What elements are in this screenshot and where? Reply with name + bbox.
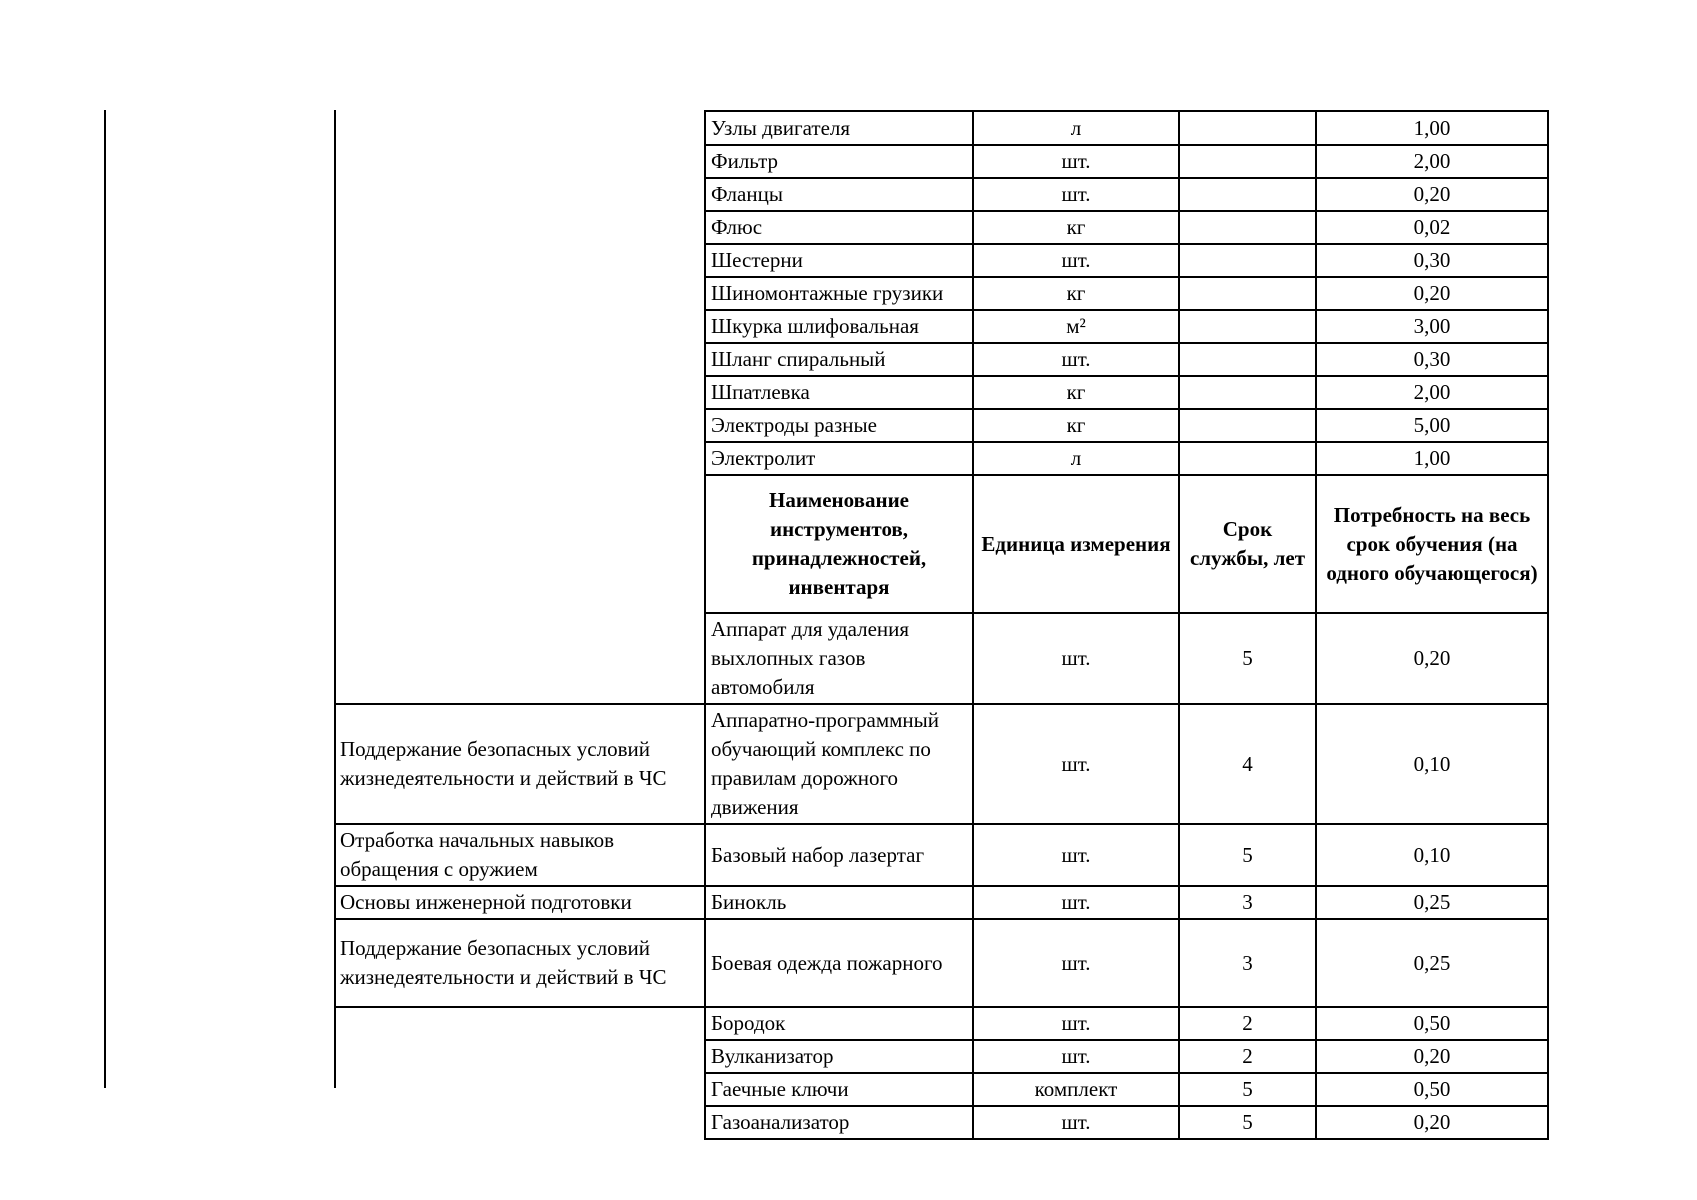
- table-row: [335, 824, 1548, 886]
- item-life: [1179, 442, 1316, 475]
- item-life: [1179, 277, 1316, 310]
- item-name: Шланг спиральный: [705, 343, 973, 376]
- item-life: 5: [1179, 1073, 1316, 1106]
- item-need: 5,00: [1316, 409, 1548, 442]
- item-unit: м²: [973, 310, 1179, 343]
- item-need: 3,00: [1316, 310, 1548, 343]
- item-unit: шт.: [973, 824, 1179, 886]
- item-name: Бинокль: [705, 886, 973, 919]
- item-unit: шт.: [973, 145, 1179, 178]
- item-name: Шкурка шлифовальная: [705, 310, 973, 343]
- header-need: Потребность на весь срок обучения (на одного обучающегося): [1316, 475, 1548, 613]
- item-name: Узлы двигателя: [705, 111, 973, 145]
- item-need: 0,20: [1316, 178, 1548, 211]
- item-life: 5: [1179, 613, 1316, 704]
- item-unit: шт.: [973, 919, 1179, 1007]
- item-name: Гаечные ключи: [705, 1073, 973, 1106]
- item-life: 5: [1179, 1106, 1316, 1139]
- item-unit: комплект: [973, 1073, 1179, 1106]
- item-need: 2,00: [1316, 376, 1548, 409]
- item-life: [1179, 111, 1316, 145]
- left-margin-line: [104, 110, 106, 1088]
- item-name: Аппарат для удаления выхлопных газов автомобиля: [705, 613, 973, 704]
- item-need: 0,30: [1316, 244, 1548, 277]
- item-name: Бородок: [705, 1007, 973, 1040]
- item-name: Шиномонтажные грузики: [705, 277, 973, 310]
- item-life: [1179, 244, 1316, 277]
- table-row: [335, 111, 1548, 145]
- header-life: Срок службы, лет: [1179, 475, 1316, 613]
- item-name: Вулканизатор: [705, 1040, 973, 1073]
- item-name: Аппаратно-программный обучающий комплекс по правилам дорожного движения: [705, 704, 973, 824]
- item-need: 0,50: [1316, 1073, 1548, 1106]
- item-need: 0,50: [1316, 1007, 1548, 1040]
- table-row: [335, 919, 1548, 1007]
- topic-cell: Поддержание безопасных условий жизнедеятельности и действий в ЧС: [335, 919, 705, 1007]
- item-life: 4: [1179, 704, 1316, 824]
- item-need: 0,20: [1316, 613, 1548, 704]
- item-life: 2: [1179, 1040, 1316, 1073]
- item-name: Электролит: [705, 442, 973, 475]
- item-life: [1179, 211, 1316, 244]
- item-need: 0,20: [1316, 277, 1548, 310]
- topic-cell: Отработка начальных навыков обращения с оружием: [335, 824, 705, 886]
- item-name: Электроды разные: [705, 409, 973, 442]
- item-life: 3: [1179, 919, 1316, 1007]
- item-name: Газоанализатор: [705, 1106, 973, 1139]
- table-row: [335, 886, 1548, 919]
- item-unit: л: [973, 442, 1179, 475]
- header-unit: Единица измерения: [973, 475, 1179, 613]
- item-unit: шт.: [973, 244, 1179, 277]
- item-unit: кг: [973, 409, 1179, 442]
- item-need: 2,00: [1316, 145, 1548, 178]
- item-unit: шт.: [973, 613, 1179, 704]
- item-unit: шт.: [973, 886, 1179, 919]
- item-unit: л: [973, 111, 1179, 145]
- item-life: [1179, 178, 1316, 211]
- table-row: [335, 704, 1548, 824]
- item-unit: шт.: [973, 1040, 1179, 1073]
- item-need: 1,00: [1316, 111, 1548, 145]
- header-name: Наименование инструментов, принадлежностей, инвентаря: [705, 475, 973, 613]
- item-life: [1179, 343, 1316, 376]
- topic-cell-empty: [335, 111, 705, 704]
- item-unit: кг: [973, 211, 1179, 244]
- item-need: 0,10: [1316, 824, 1548, 886]
- item-unit: шт.: [973, 1106, 1179, 1139]
- item-need: 0,20: [1316, 1106, 1548, 1139]
- item-life: 5: [1179, 824, 1316, 886]
- item-need: 0,25: [1316, 886, 1548, 919]
- item-name: Фильтр: [705, 145, 973, 178]
- item-unit: шт.: [973, 1007, 1179, 1040]
- item-life: [1179, 409, 1316, 442]
- topic-cell: Основы инженерной подготовки: [335, 886, 705, 919]
- item-need: 0,10: [1316, 704, 1548, 824]
- topic-cell-empty: [335, 1007, 705, 1139]
- table-row: [335, 1007, 1548, 1040]
- item-need: 0,20: [1316, 1040, 1548, 1073]
- item-name: Базовый набор лазертаг: [705, 824, 973, 886]
- item-unit: кг: [973, 277, 1179, 310]
- item-need: 0,30: [1316, 343, 1548, 376]
- item-unit: кг: [973, 376, 1179, 409]
- item-life: 2: [1179, 1007, 1316, 1040]
- item-need: 0,02: [1316, 211, 1548, 244]
- item-unit: шт.: [973, 178, 1179, 211]
- item-unit: шт.: [973, 704, 1179, 824]
- item-life: [1179, 310, 1316, 343]
- item-need: 1,00: [1316, 442, 1548, 475]
- item-need: 0,25: [1316, 919, 1548, 1007]
- topic-cell: Поддержание безопасных условий жизнедеятельности и действий в ЧС: [335, 704, 705, 824]
- item-name: Шестерни: [705, 244, 973, 277]
- item-name: Фланцы: [705, 178, 973, 211]
- item-unit: шт.: [973, 343, 1179, 376]
- item-name: Флюс: [705, 211, 973, 244]
- item-life: 3: [1179, 886, 1316, 919]
- equipment-table: [335, 110, 1549, 1140]
- item-life: [1179, 145, 1316, 178]
- item-name: Шпатлевка: [705, 376, 973, 409]
- item-name: Боевая одежда пожарного: [705, 919, 973, 1007]
- item-life: [1179, 376, 1316, 409]
